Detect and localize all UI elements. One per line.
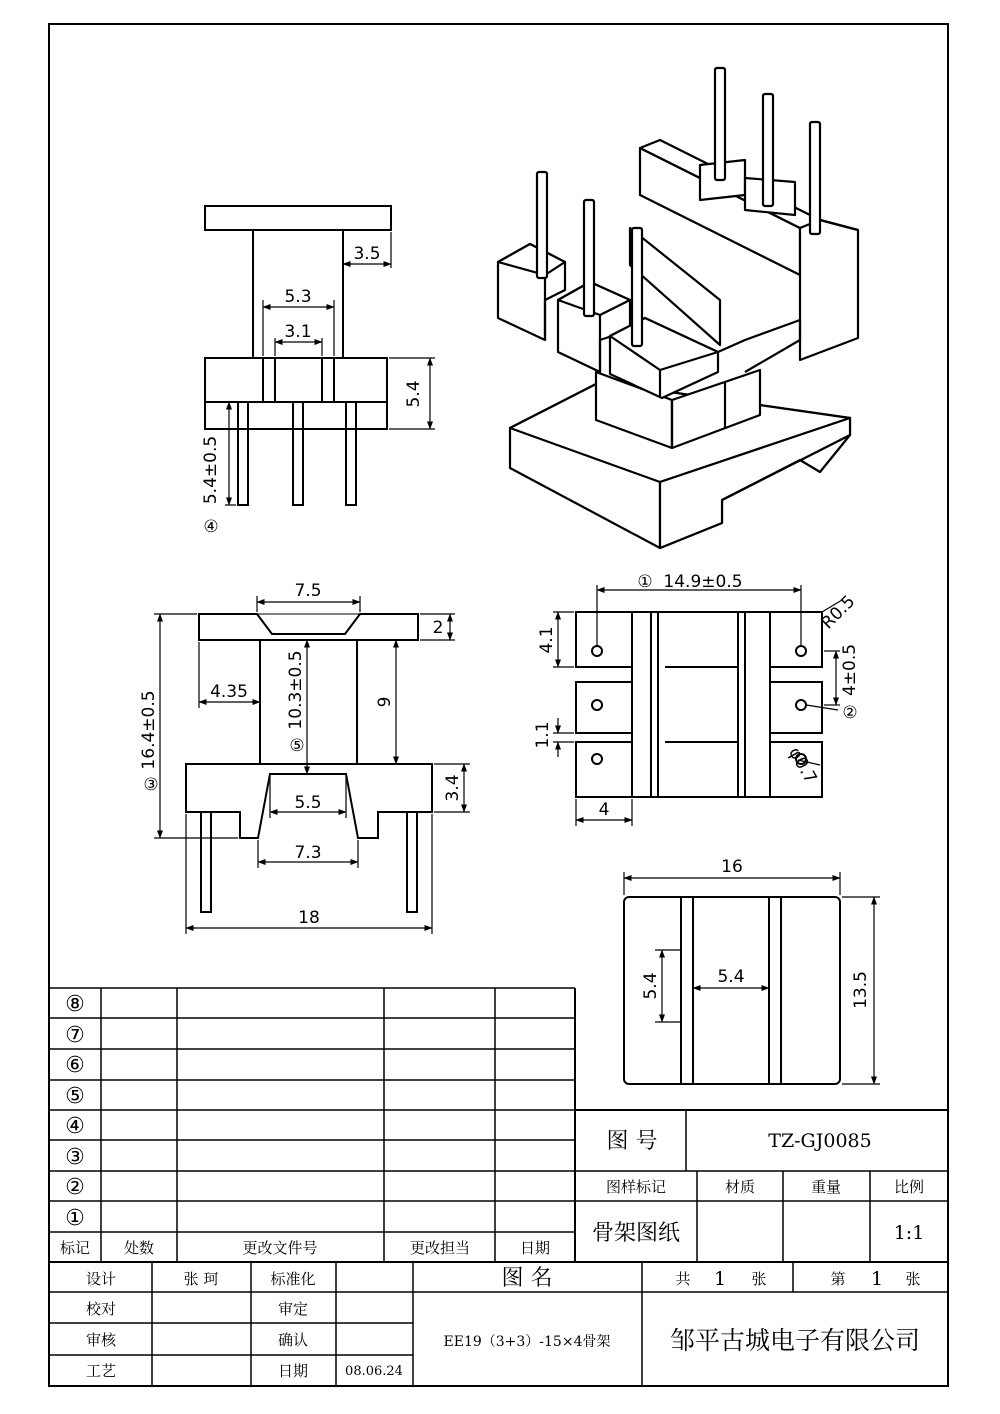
part-name: EE19（3+3）-15×4骨架 [443,1334,611,1350]
isometric-view [498,68,858,548]
scale-value: 1:1 [893,1222,925,1244]
craft-label: 工艺 [85,1362,117,1380]
dim-top-4: 4±0.5 [840,643,860,697]
dim-side-3-4: 3.4 [443,774,463,802]
standard-label: 标准化 [270,1270,316,1288]
dim-side-9: 9 [375,696,395,708]
side-view [186,614,432,912]
mark-label: 图样标记 [605,1178,667,1196]
dim-top-4-1: 4.1 [537,626,557,654]
date-label: 日期 [277,1362,309,1380]
revision-header-mark: 标记 [59,1239,91,1257]
sheet-unit: 张 [751,1270,767,1288]
dim-top-1-1: 1.1 [533,721,553,749]
dim-front-3-5: 3.5 [353,244,381,264]
review-label: 审定 [277,1300,309,1318]
dim-side-18: 18 [298,908,320,928]
revision-table-grid [49,988,948,1262]
dim-side-2: 2 [432,618,444,638]
ref-front-pin: ④ [203,517,219,537]
ref-top-14-9: ① [637,572,653,592]
confirm-label: 确认 [277,1331,309,1349]
drawing-no: TZ-GJ0085 [768,1130,872,1152]
dim-front-3-1: 3.1 [284,322,312,342]
dim-front-pin: 5.4±0.5 [201,435,221,505]
weight-label: 重量 [810,1178,842,1196]
ref-side-10-3: ⑤ [289,736,305,756]
top-view-dimensions [553,585,842,826]
drawing-date: 08.06.24 [345,1364,403,1379]
dim-bottom-13-5: 13.5 [851,971,871,1009]
front-view-dimensions [225,232,435,505]
material-label: 材质 [724,1178,756,1196]
total-label: 共 [675,1270,691,1288]
dim-bottom-5-4h: 5.4 [717,967,745,987]
dim-side-10-3: 10.3±0.5 [286,650,306,730]
scale-label: 比例 [893,1178,925,1196]
revision-row-7: ⑦ [65,1023,85,1048]
top-view [576,612,822,797]
total-sheets: 1 [713,1268,727,1290]
revision-row-2: ② [65,1175,85,1200]
dim-bottom-5-4v: 5.4 [641,972,661,1000]
dim-top-w4: 4 [598,800,610,820]
page-number: 1 [870,1268,884,1290]
dim-top-14-9: 14.9±0.5 [663,572,743,592]
page-label: 第 [830,1270,846,1288]
revision-row-3: ③ [65,1145,85,1170]
designer-name: 张 珂 [183,1270,219,1288]
dim-side-4-35: 4.35 [210,682,248,702]
revision-row-1: ① [65,1206,85,1231]
ref-side-16-4: ③ [143,775,159,795]
dim-top-r: R0.5 [817,591,860,634]
page-unit: 张 [905,1270,921,1288]
revision-row-4: ④ [65,1114,85,1139]
drawing-type: 骨架图纸 [591,1221,681,1246]
check-label: 校对 [85,1300,117,1318]
revision-header-owner: 更改担当 [409,1239,471,1257]
bottom-view-dimensions [624,872,880,1084]
dim-side-7-3: 7.3 [294,843,322,863]
design-label: 设计 [85,1270,117,1288]
revision-header-doc: 更改文件号 [242,1239,318,1257]
dim-side-16-4: 16.4±0.5 [139,690,159,770]
revision-row-8: ⑧ [65,992,85,1017]
revision-header-count: 处数 [123,1239,155,1257]
dim-side-5-5: 5.5 [294,793,322,813]
dim-front-5-4: 5.4 [404,380,424,408]
dim-side-7-5: 7.5 [294,581,322,601]
name-label: 图 名 [501,1266,553,1291]
dim-top-phi: φ0.7 [784,743,821,788]
revision-row-5: ⑤ [65,1084,85,1109]
drawing-no-label: 图 号 [606,1129,658,1154]
ref-top-4: ② [842,703,858,723]
revision-row-6: ⑥ [65,1053,85,1078]
dim-bottom-16: 16 [721,857,743,877]
dim-front-5-3: 5.3 [284,287,312,307]
revision-header-date: 日期 [519,1239,551,1257]
audit-label: 审核 [85,1331,117,1349]
company-name: 邹平古城电子有限公司 [669,1326,921,1355]
